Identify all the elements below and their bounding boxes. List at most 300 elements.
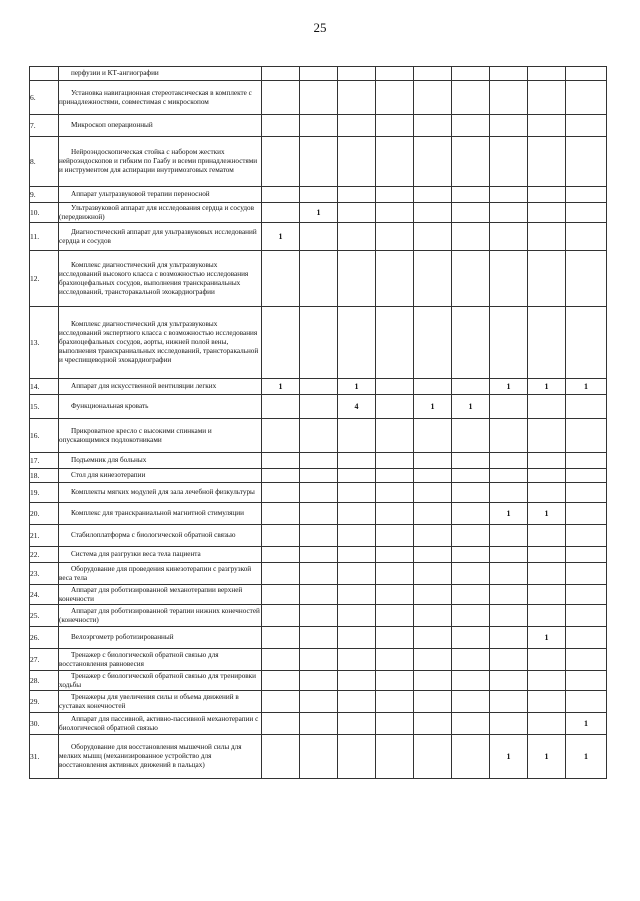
equipment-name-text: Аппарат для искусственной вентиляции легких bbox=[71, 382, 217, 390]
equipment-name bbox=[59, 547, 262, 563]
quantity-cell bbox=[376, 563, 414, 585]
quantity-cell bbox=[490, 547, 528, 563]
table-row bbox=[30, 563, 607, 585]
equipment-name bbox=[59, 115, 262, 137]
quantity-cell bbox=[490, 605, 528, 627]
quantity-cell bbox=[414, 187, 452, 203]
row-number: 12. bbox=[30, 251, 59, 307]
quantity-cell bbox=[376, 81, 414, 115]
quantity-cell bbox=[414, 563, 452, 585]
quantity-cell bbox=[262, 137, 300, 187]
row-number: 29. bbox=[30, 691, 59, 713]
quantity-cell bbox=[414, 223, 452, 251]
equipment-name-text: Микроскоп операционный bbox=[71, 121, 153, 129]
quantity-cell bbox=[338, 547, 376, 563]
quantity-cell bbox=[338, 115, 376, 137]
quantity-cell bbox=[452, 713, 490, 735]
quantity-cell bbox=[452, 563, 490, 585]
quantity-cell bbox=[300, 585, 338, 605]
quantity-cell bbox=[452, 469, 490, 483]
quantity-cell bbox=[338, 469, 376, 483]
quantity-cell bbox=[566, 563, 607, 585]
quantity-cell bbox=[528, 251, 566, 307]
equipment-name-text: Комплекс диагностический для ультразвуковых исследований высокого класса с возможностью исследования брахиоцефальных сосудов, выполнения транскраниальных исследований, трансторакальной эхокардиографии bbox=[59, 260, 249, 296]
table-row bbox=[30, 691, 607, 713]
quantity-cell bbox=[490, 671, 528, 691]
quantity-cell bbox=[528, 223, 566, 251]
quantity-cell: 1 bbox=[566, 379, 607, 395]
equipment-name-text: перфузии и КТ-ангиографии bbox=[71, 69, 159, 77]
quantity-cell bbox=[490, 649, 528, 671]
quantity-cell bbox=[452, 453, 490, 469]
quantity-cell bbox=[566, 525, 607, 547]
quantity-cell bbox=[452, 81, 490, 115]
quantity-cell bbox=[566, 547, 607, 563]
table-row bbox=[30, 203, 607, 223]
equipment-table bbox=[29, 66, 607, 779]
quantity-cell bbox=[528, 691, 566, 713]
row-number: 11. bbox=[30, 223, 59, 251]
quantity-cell bbox=[566, 115, 607, 137]
quantity-cell bbox=[452, 307, 490, 379]
equipment-name-text: Комплекты мягких модулей для зала лечебной физкультуры bbox=[71, 488, 255, 496]
quantity-cell bbox=[376, 469, 414, 483]
equipment-name-text: Нейроэндоскопическая стойка с набором жестких нейроэндоскопов и гибким по Гаабу и всеми принадлежностями и инструментом для аспирации внутримозговых гематом bbox=[59, 148, 258, 174]
quantity-cell bbox=[414, 137, 452, 187]
quantity-cell bbox=[338, 671, 376, 691]
row-number: 27. bbox=[30, 649, 59, 671]
equipment-name bbox=[59, 691, 262, 713]
quantity-cell bbox=[414, 379, 452, 395]
quantity-cell bbox=[300, 525, 338, 547]
quantity-cell bbox=[414, 307, 452, 379]
row-number: 16. bbox=[30, 419, 59, 453]
equipment-name-text: Ультразвуковой аппарат для исследования сердца и сосудов (передвижной) bbox=[59, 203, 255, 221]
quantity-cell: 1 bbox=[490, 503, 528, 525]
quantity-cell bbox=[262, 649, 300, 671]
quantity-cell bbox=[338, 525, 376, 547]
quantity-cell bbox=[262, 605, 300, 627]
quantity-cell bbox=[376, 67, 414, 81]
equipment-name bbox=[59, 187, 262, 203]
equipment-name bbox=[59, 453, 262, 469]
quantity-cell bbox=[528, 81, 566, 115]
table-row bbox=[30, 67, 607, 81]
table-row bbox=[30, 137, 607, 187]
quantity-cell bbox=[528, 307, 566, 379]
quantity-cell bbox=[528, 419, 566, 453]
row-number: 22. bbox=[30, 547, 59, 563]
quantity-cell bbox=[490, 691, 528, 713]
quantity-cell bbox=[566, 649, 607, 671]
quantity-cell: 1 bbox=[566, 713, 607, 735]
quantity-cell bbox=[338, 563, 376, 585]
quantity-cell bbox=[414, 483, 452, 503]
quantity-cell bbox=[566, 453, 607, 469]
quantity-cell bbox=[566, 671, 607, 691]
quantity-cell bbox=[490, 713, 528, 735]
equipment-name bbox=[59, 713, 262, 735]
equipment-name bbox=[59, 525, 262, 547]
row-number: 9. bbox=[30, 187, 59, 203]
quantity-cell bbox=[490, 251, 528, 307]
row-number: 14. bbox=[30, 379, 59, 395]
quantity-cell bbox=[528, 483, 566, 503]
equipment-name bbox=[59, 137, 262, 187]
quantity-cell bbox=[376, 419, 414, 453]
quantity-cell bbox=[528, 525, 566, 547]
equipment-name-text: Оборудование для восстановления мышечной силы для мелких мышц (механизированное устройство для восстановления активных движений в пальцах) bbox=[59, 743, 242, 769]
quantity-cell bbox=[338, 187, 376, 203]
equipment-name-text: Аппарат для роботизированной механотерапии верхней конечности bbox=[59, 585, 243, 603]
quantity-cell bbox=[338, 251, 376, 307]
page-number: 25 bbox=[313, 20, 327, 35]
equipment-name-text: Прикроватное кресло с высокими спинками и опускающимися подлокотниками bbox=[59, 426, 212, 444]
quantity-cell bbox=[300, 503, 338, 525]
quantity-cell bbox=[452, 115, 490, 137]
quantity-cell bbox=[528, 395, 566, 419]
equipment-name-text: Комплекс для транскраниальной магнитной стимуляции bbox=[71, 509, 244, 517]
equipment-name bbox=[59, 735, 262, 779]
quantity-cell bbox=[300, 81, 338, 115]
quantity-cell bbox=[376, 585, 414, 605]
equipment-name bbox=[59, 503, 262, 525]
equipment-name bbox=[59, 469, 262, 483]
quantity-cell bbox=[338, 649, 376, 671]
equipment-name-text: Стол для кинезотерапии bbox=[71, 471, 146, 479]
quantity-cell bbox=[490, 453, 528, 469]
quantity-cell bbox=[300, 649, 338, 671]
equipment-name bbox=[59, 419, 262, 453]
quantity-cell bbox=[490, 203, 528, 223]
quantity-cell bbox=[262, 525, 300, 547]
quantity-cell bbox=[376, 605, 414, 627]
quantity-cell: 1 bbox=[300, 203, 338, 223]
quantity-cell bbox=[414, 115, 452, 137]
quantity-cell bbox=[376, 735, 414, 779]
quantity-cell bbox=[338, 605, 376, 627]
quantity-cell bbox=[300, 395, 338, 419]
quantity-cell bbox=[566, 605, 607, 627]
equipment-name bbox=[59, 223, 262, 251]
quantity-cell bbox=[528, 203, 566, 223]
quantity-cell bbox=[414, 627, 452, 649]
quantity-cell bbox=[338, 137, 376, 187]
quantity-cell bbox=[300, 691, 338, 713]
quantity-cell bbox=[262, 251, 300, 307]
quantity-cell bbox=[376, 137, 414, 187]
quantity-cell bbox=[452, 203, 490, 223]
quantity-cell bbox=[452, 223, 490, 251]
row-number: 26. bbox=[30, 627, 59, 649]
quantity-cell bbox=[528, 713, 566, 735]
equipment-name bbox=[59, 671, 262, 691]
equipment-name bbox=[59, 563, 262, 585]
table-row bbox=[30, 187, 607, 203]
table-row bbox=[30, 671, 607, 691]
quantity-cell bbox=[262, 307, 300, 379]
row-number: 21. bbox=[30, 525, 59, 547]
quantity-cell bbox=[528, 605, 566, 627]
quantity-cell bbox=[376, 627, 414, 649]
quantity-cell bbox=[414, 547, 452, 563]
equipment-name-text: Подъемник для больных bbox=[71, 456, 147, 464]
quantity-cell bbox=[300, 187, 338, 203]
quantity-cell: 1 bbox=[566, 735, 607, 779]
quantity-cell bbox=[262, 469, 300, 483]
quantity-cell bbox=[566, 223, 607, 251]
table-row bbox=[30, 525, 607, 547]
quantity-cell bbox=[566, 469, 607, 483]
quantity-cell bbox=[566, 203, 607, 223]
quantity-cell bbox=[300, 115, 338, 137]
row-number: 19. bbox=[30, 483, 59, 503]
quantity-cell bbox=[376, 251, 414, 307]
row-number: 8. bbox=[30, 137, 59, 187]
quantity-cell bbox=[376, 691, 414, 713]
quantity-cell bbox=[300, 627, 338, 649]
quantity-cell bbox=[414, 649, 452, 671]
quantity-cell bbox=[300, 453, 338, 469]
quantity-cell: 1 bbox=[528, 503, 566, 525]
quantity-cell bbox=[262, 547, 300, 563]
quantity-cell bbox=[300, 67, 338, 81]
quantity-cell bbox=[528, 137, 566, 187]
equipment-name-text: Комплекс диагностический для ультразвуковых исследований экспертного класса с возможностью исследования брахиоцефальных сосудов, аорты, нижней полой вены, выполнения транскраниальных исследований, трансторакальной и чреспищеводной эхокардиографии bbox=[59, 320, 259, 364]
quantity-cell bbox=[414, 691, 452, 713]
table-row bbox=[30, 585, 607, 605]
quantity-cell: 1 bbox=[528, 735, 566, 779]
quantity-cell: 1 bbox=[528, 627, 566, 649]
quantity-cell bbox=[566, 395, 607, 419]
row-number: 24. bbox=[30, 585, 59, 605]
quantity-cell: 1 bbox=[414, 395, 452, 419]
quantity-cell bbox=[414, 419, 452, 453]
quantity-cell bbox=[414, 503, 452, 525]
quantity-cell bbox=[300, 137, 338, 187]
quantity-cell bbox=[490, 483, 528, 503]
equipment-name bbox=[59, 81, 262, 115]
quantity-cell bbox=[414, 203, 452, 223]
quantity-cell bbox=[338, 735, 376, 779]
quantity-cell bbox=[262, 187, 300, 203]
quantity-cell: 1 bbox=[262, 379, 300, 395]
quantity-cell bbox=[414, 585, 452, 605]
quantity-cell bbox=[338, 585, 376, 605]
quantity-cell: 1 bbox=[262, 223, 300, 251]
quantity-cell bbox=[452, 671, 490, 691]
quantity-cell bbox=[566, 187, 607, 203]
table-row bbox=[30, 453, 607, 469]
quantity-cell bbox=[376, 395, 414, 419]
quantity-cell bbox=[452, 419, 490, 453]
quantity-cell bbox=[376, 223, 414, 251]
quantity-cell bbox=[376, 203, 414, 223]
quantity-cell bbox=[338, 453, 376, 469]
equipment-name-text: Диагностический аппарат для ультразвуковых исследований сердца и сосудов bbox=[59, 227, 257, 245]
quantity-cell bbox=[490, 419, 528, 453]
quantity-cell bbox=[376, 187, 414, 203]
quantity-cell bbox=[566, 81, 607, 115]
quantity-cell bbox=[452, 379, 490, 395]
quantity-cell bbox=[452, 137, 490, 187]
quantity-cell bbox=[452, 649, 490, 671]
quantity-cell bbox=[262, 671, 300, 691]
quantity-cell bbox=[376, 483, 414, 503]
row-number: 6. bbox=[30, 81, 59, 115]
quantity-cell bbox=[452, 187, 490, 203]
quantity-cell bbox=[452, 483, 490, 503]
quantity-cell bbox=[262, 713, 300, 735]
quantity-cell bbox=[566, 251, 607, 307]
quantity-cell bbox=[414, 81, 452, 115]
quantity-cell bbox=[452, 503, 490, 525]
quantity-cell bbox=[528, 115, 566, 137]
quantity-cell bbox=[452, 627, 490, 649]
quantity-cell bbox=[338, 67, 376, 81]
quantity-cell bbox=[262, 453, 300, 469]
quantity-cell bbox=[490, 223, 528, 251]
quantity-cell bbox=[566, 307, 607, 379]
equipment-name-text: Тренажер с биологической обратной связью для восстановления равновесия bbox=[59, 650, 219, 668]
quantity-cell bbox=[528, 547, 566, 563]
row-number: 25. bbox=[30, 605, 59, 627]
equipment-name-text: Аппарат ультразвуковой терапии переносной bbox=[71, 190, 210, 198]
table-row bbox=[30, 713, 607, 735]
quantity-cell bbox=[262, 503, 300, 525]
equipment-name bbox=[59, 307, 262, 379]
quantity-cell bbox=[528, 563, 566, 585]
quantity-cell: 4 bbox=[338, 395, 376, 419]
equipment-name-text: Стабилоплатформа с биологической обратной связью bbox=[71, 531, 236, 539]
row-number: 31. bbox=[30, 735, 59, 779]
equipment-name bbox=[59, 585, 262, 605]
quantity-cell bbox=[452, 735, 490, 779]
quantity-cell bbox=[300, 251, 338, 307]
row-number: 28. bbox=[30, 671, 59, 691]
quantity-cell bbox=[528, 187, 566, 203]
quantity-cell bbox=[338, 691, 376, 713]
equipment-name bbox=[59, 649, 262, 671]
quantity-cell bbox=[566, 137, 607, 187]
equipment-name-text: Функциональная кровать bbox=[71, 402, 149, 410]
row-number: 10. bbox=[30, 203, 59, 223]
quantity-cell bbox=[338, 223, 376, 251]
row-number: 23. bbox=[30, 563, 59, 585]
quantity-cell bbox=[300, 469, 338, 483]
quantity-cell: 1 bbox=[490, 735, 528, 779]
equipment-name bbox=[59, 483, 262, 503]
quantity-cell bbox=[300, 713, 338, 735]
quantity-cell bbox=[262, 115, 300, 137]
quantity-cell bbox=[300, 605, 338, 627]
quantity-cell bbox=[262, 67, 300, 81]
quantity-cell: 1 bbox=[490, 379, 528, 395]
quantity-cell bbox=[376, 307, 414, 379]
quantity-cell bbox=[262, 563, 300, 585]
quantity-cell bbox=[376, 713, 414, 735]
table-row bbox=[30, 223, 607, 251]
table-row bbox=[30, 483, 607, 503]
table-row bbox=[30, 649, 607, 671]
quantity-cell bbox=[300, 419, 338, 453]
table-row bbox=[30, 307, 607, 379]
quantity-cell bbox=[528, 67, 566, 81]
quantity-cell bbox=[414, 67, 452, 81]
equipment-name bbox=[59, 251, 262, 307]
equipment-name bbox=[59, 203, 262, 223]
quantity-cell bbox=[262, 419, 300, 453]
quantity-cell: 1 bbox=[452, 395, 490, 419]
quantity-cell bbox=[300, 735, 338, 779]
quantity-cell bbox=[490, 525, 528, 547]
table-row bbox=[30, 735, 607, 779]
quantity-cell bbox=[490, 115, 528, 137]
quantity-cell bbox=[490, 81, 528, 115]
quantity-cell bbox=[528, 671, 566, 691]
quantity-cell bbox=[338, 483, 376, 503]
equipment-name-text: Тренажер с биологической обратной связью для тренировки ходьбы bbox=[59, 671, 257, 689]
quantity-cell bbox=[452, 605, 490, 627]
quantity-cell bbox=[566, 419, 607, 453]
quantity-cell bbox=[376, 649, 414, 671]
quantity-cell bbox=[262, 203, 300, 223]
quantity-cell bbox=[414, 735, 452, 779]
quantity-cell bbox=[338, 419, 376, 453]
equipment-name bbox=[59, 605, 262, 627]
quantity-cell: 1 bbox=[338, 379, 376, 395]
quantity-cell bbox=[452, 547, 490, 563]
quantity-cell bbox=[300, 483, 338, 503]
quantity-cell bbox=[262, 627, 300, 649]
quantity-cell bbox=[528, 453, 566, 469]
quantity-cell bbox=[376, 379, 414, 395]
quantity-cell bbox=[452, 525, 490, 547]
quantity-cell bbox=[490, 563, 528, 585]
quantity-cell bbox=[376, 115, 414, 137]
quantity-cell bbox=[376, 525, 414, 547]
quantity-cell bbox=[300, 547, 338, 563]
quantity-cell bbox=[452, 251, 490, 307]
row-number: 15. bbox=[30, 395, 59, 419]
quantity-cell bbox=[490, 395, 528, 419]
quantity-cell bbox=[300, 379, 338, 395]
equipment-name-text: Установка навигационная стереотаксическая в комплекте с принадлежностями, совместимая с микроскопом bbox=[59, 88, 252, 106]
table-row bbox=[30, 503, 607, 525]
equipment-name bbox=[59, 627, 262, 649]
quantity-cell bbox=[338, 503, 376, 525]
quantity-cell bbox=[414, 453, 452, 469]
row-number: 13. bbox=[30, 307, 59, 379]
quantity-cell bbox=[528, 469, 566, 483]
quantity-cell bbox=[262, 483, 300, 503]
equipment-name-text: Система для разгрузки веса тела пациента bbox=[71, 550, 201, 558]
equipment-name bbox=[59, 395, 262, 419]
row-number: 7. bbox=[30, 115, 59, 137]
quantity-cell bbox=[566, 67, 607, 81]
quantity-cell bbox=[490, 187, 528, 203]
table-row bbox=[30, 379, 607, 395]
quantity-cell bbox=[414, 251, 452, 307]
table-row bbox=[30, 605, 607, 627]
row-number: 20. bbox=[30, 503, 59, 525]
quantity-cell bbox=[338, 81, 376, 115]
quantity-cell bbox=[376, 547, 414, 563]
quantity-cell bbox=[490, 67, 528, 81]
equipment-name-text: Оборудование для проведения кинезотерапии с разгрузкой веса тела bbox=[59, 564, 252, 582]
equipment-name bbox=[59, 67, 262, 81]
quantity-cell bbox=[528, 649, 566, 671]
